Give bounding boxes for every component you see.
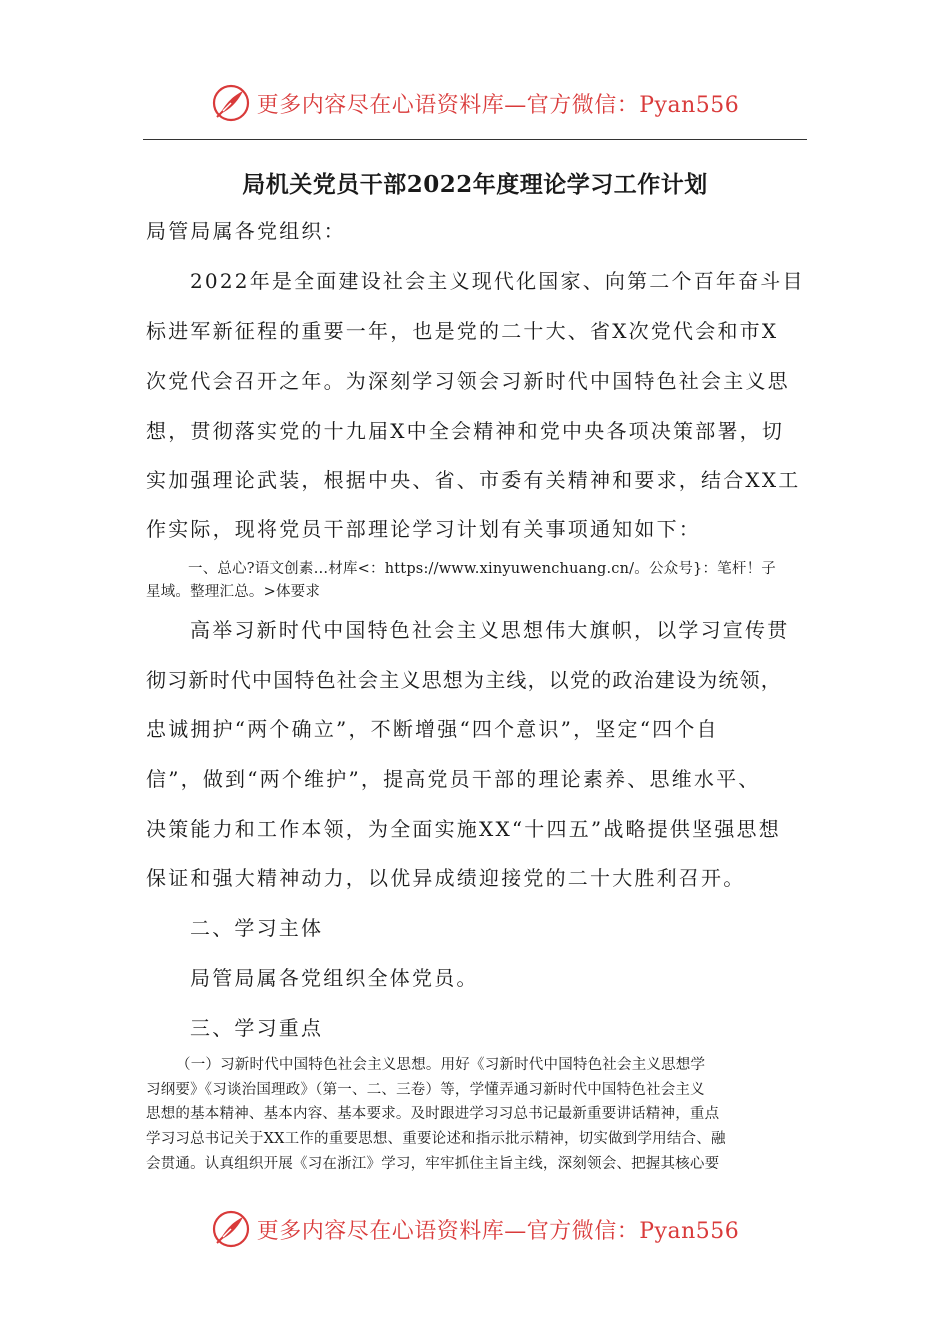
section3-item1-line: 学习习总书记关于XX工作的重要思想、重要论述和指示批示精神，切实做到学用结合、融 bbox=[146, 1131, 726, 1147]
footer-banner-text: 更多内容尽在心语资料库—官方微信：Pyan556 bbox=[256, 1218, 740, 1244]
document-title: 局机关党员干部2022年度理论学习工作计划 bbox=[242, 171, 708, 198]
header-banner bbox=[0, 78, 950, 128]
section2-body: 局管局属各党组织全体党员。 bbox=[190, 966, 479, 990]
quill-logo-icon bbox=[211, 1209, 251, 1249]
intro-line: 作实际，现将党员干部理论学习计划有关事项通知如下： bbox=[146, 517, 701, 541]
section1-body-line: 信”，做到“两个维护”，提高党员干部的理论素养、思维水平、 bbox=[146, 767, 761, 791]
section3-item1-line: 思想的基本精神、基本内容、基本要求。及时跟进学习习总书记最新重要讲话精神，重点 bbox=[146, 1106, 720, 1122]
section3-item1-line: 会贯通。认真组织开展《习在浙江》学习，牢牢抓住主旨主线，深刻领会、把握其核心要 bbox=[146, 1156, 720, 1172]
salutation: 局管局属各党组织： bbox=[146, 219, 346, 243]
section3-item1-line: （一）习新时代中国特色社会主义思想。用好《习新时代中国特色社会主义思想学 bbox=[176, 1057, 706, 1073]
section1-body-line: 决策能力和工作本领，为全面实施XX“十四五”战略提供坚强思想 bbox=[146, 817, 781, 841]
section1-body-line: 保证和强大精神动力，以优异成绩迎接党的二十大胜利召开。 bbox=[146, 866, 746, 890]
section2-heading: 二、学习主体 bbox=[190, 916, 324, 940]
intro-line: 2022年是全面建设社会主义现代化国家、向第二个百年奋斗目 bbox=[190, 269, 805, 293]
section1-heading-line: 一、总心?语文创素…材库<：https://www.xinyuwenchuang.cn/。公众号}：笔杆！子 bbox=[188, 561, 776, 577]
header-divider bbox=[143, 139, 807, 140]
quill-logo-icon bbox=[211, 83, 251, 123]
intro-line: 标进军新征程的重要一年，也是党的二十大、省X次党代会和市X bbox=[146, 319, 779, 343]
intro-line: 实加强理论武装，根据中央、省、市委有关精神和要求，结合XX工 bbox=[146, 468, 801, 492]
section1-body-line: 高举习新时代中国特色社会主义思想伟大旗帜，以学习宣传贯 bbox=[190, 618, 790, 642]
footer-banner bbox=[0, 1204, 950, 1254]
intro-line: 次党代会召开之年。为深刻学习领会习新时代中国特色社会主义思 bbox=[146, 369, 790, 393]
section1-body-line: 彻习新时代中国特色社会主义思想为主线，以党的政治建设为统领， bbox=[146, 668, 782, 692]
section1-body-line: 忠诚拥护“两个确立”，不断增强“四个意识”，坚定“四个自 bbox=[146, 717, 719, 741]
section3-item1-line: 习纲要》《习谈治国理政》（第一、二、三卷）等，学懂弄通习新时代中国特色社会主义 bbox=[146, 1082, 705, 1098]
intro-line: 想，贯彻落实党的十九届X中全会精神和党中央各项决策部署，切 bbox=[146, 419, 785, 443]
section3-heading: 三、学习重点 bbox=[190, 1016, 324, 1040]
header-banner-text: 更多内容尽在心语资料库—官方微信：Pyan556 bbox=[256, 92, 740, 118]
section1-heading-line: 星域。整理汇总。>体要求 bbox=[146, 584, 321, 600]
